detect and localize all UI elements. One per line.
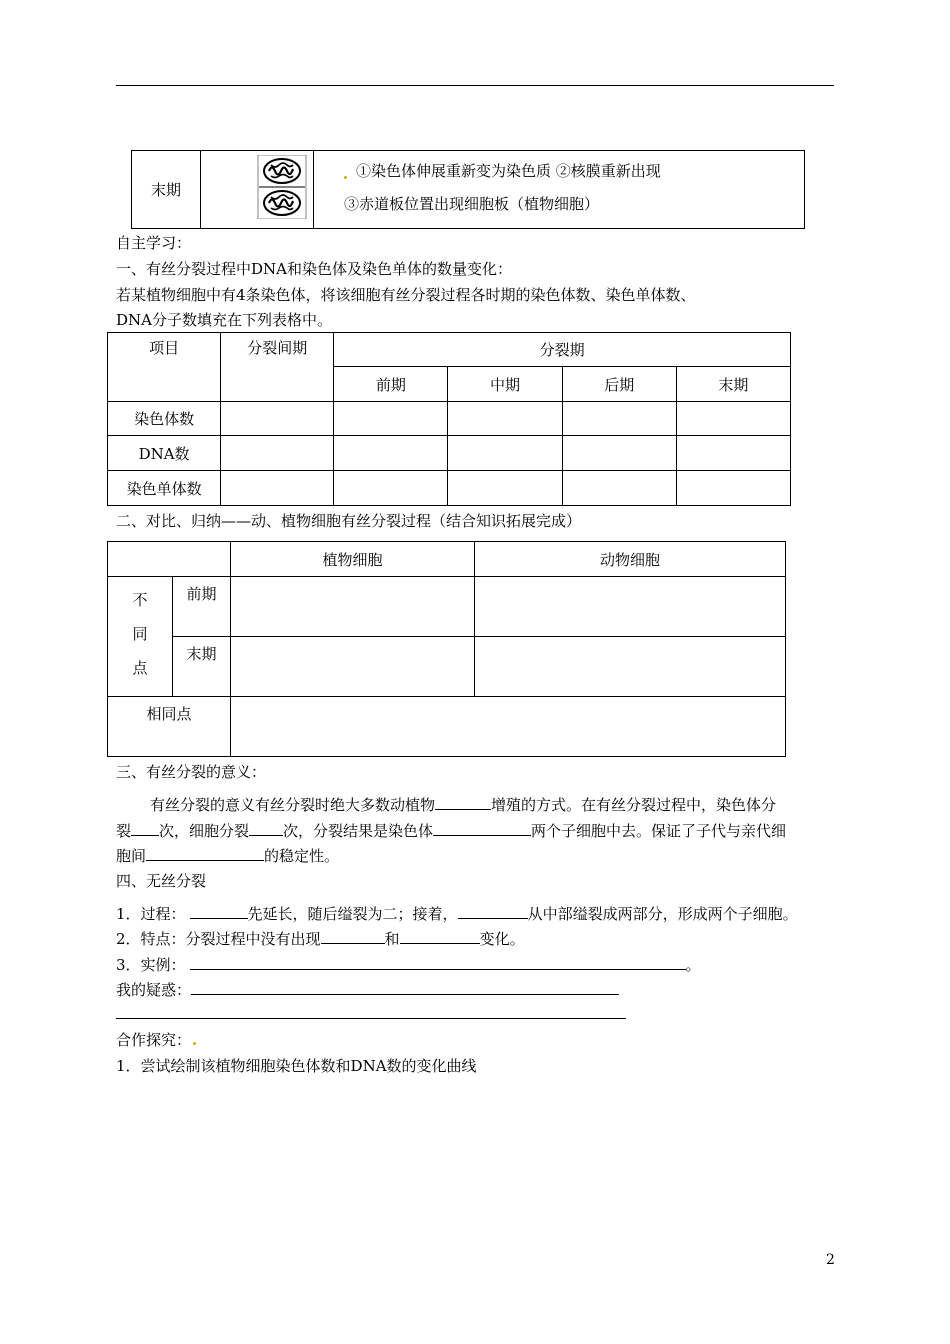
diff-char-3: 点 [132,659,148,677]
blank-line[interactable] [249,821,283,836]
text: 。 [685,956,701,974]
section4-line-1 [116,904,836,924]
blank-cell[interactable] [448,471,562,506]
section3-line-1 [150,795,870,815]
row-label-dna: DNA数 [108,436,221,471]
blank-cell[interactable] [334,436,448,471]
page-number: 2 [826,1252,835,1268]
blank-cell[interactable] [562,471,676,506]
desc-line-2: ③赤道板位置出现细胞板（植物细胞） [344,195,600,213]
label-telophase: 末期 [173,637,231,697]
section3-title: 三、有丝分裂的意义： [116,763,267,781]
section1-title: 一、有丝分裂过程中DNA和染色体及染色单体的数量变化： [116,260,512,278]
blank-cell[interactable] [221,471,334,506]
text: 2．特点：分裂过程中没有出现 [116,930,321,948]
telophase-cell-figure [257,155,307,219]
section4-title: 四、无丝分裂 [116,872,207,890]
text: 先延长，随后缢裂为二；接着， [247,905,458,923]
header-rule [116,85,834,86]
text: 次，分裂结果是染色体 [283,822,434,840]
cell-figure-cell [201,151,314,229]
header-item: 项目 [108,333,221,402]
coop-title [116,1030,836,1050]
self-study-label: 自主学习： [116,234,192,252]
count-table [107,332,791,506]
section3-line-2 [116,821,836,841]
desc-line-1: ①染色体伸展重新变为染色质 ②核膜重新出现 [356,162,661,180]
blank-cell[interactable] [475,637,786,697]
blank-cell[interactable] [676,402,790,436]
diff-char-1: 不 [132,591,148,609]
blank-line[interactable] [433,821,531,836]
blank-line[interactable] [435,795,491,810]
blank-cell[interactable] [448,402,562,436]
row-label-chromatid: 染色单体数 [108,471,221,506]
mark-dot [193,1042,196,1045]
stage-cell: 末期 [132,151,201,229]
header-division: 分裂期 [334,333,791,367]
blank-cell[interactable] [475,577,786,637]
label-prophase: 前期 [173,577,231,637]
blank-line[interactable] [146,846,264,861]
section4-line-3 [116,955,836,975]
blank-cell[interactable] [562,402,676,436]
text: 裂 [116,822,132,840]
coop-item-1: 1．尝试绘制该植物细胞染色体数和DNA数的变化曲线 [116,1057,477,1075]
row-label-chromosome: 染色体数 [108,402,221,436]
text: 从中部缢裂成两部分，形成两个子细胞。 [527,905,798,923]
header-anaphase: 后期 [562,367,676,402]
blank-cell[interactable] [676,471,790,506]
header-plant: 植物细胞 [231,542,475,577]
blank-cell[interactable] [221,436,334,471]
blank-cell[interactable] [448,436,562,471]
text: 和 [384,930,400,948]
blank-line[interactable] [190,955,686,970]
header-metaphase: 中期 [448,367,562,402]
blank-cell[interactable] [334,471,448,506]
label-same: 相同点 [108,697,231,757]
header-prophase: 前期 [334,367,448,402]
blank-cell[interactable] [334,402,448,436]
section1-desc-1: 若某植物细胞中有4条染色体，将该细胞有丝分裂过程各时期的染色体数、染色单体数、 [116,286,696,304]
blank-cell[interactable] [231,697,786,757]
text: 胞间 [116,847,147,865]
blank-line[interactable] [321,929,385,944]
header-animal: 动物细胞 [475,542,786,577]
header-interphase: 分裂间期 [221,333,334,402]
blank-line[interactable] [190,904,248,919]
section1-desc-2: DNA分子数填充在下列表格中。 [116,311,332,329]
header-telophase: 末期 [676,367,790,402]
text: 3．实例： [116,956,186,974]
end-stage-table [131,150,805,229]
text: 合作探究： [116,1031,192,1049]
blank-cell[interactable] [562,436,676,471]
blank-cell[interactable] [221,402,334,436]
diff-char-2: 同 [132,625,148,643]
section4-line-2 [116,929,836,949]
text: 增殖的方式。在有丝分裂过程中，染色体分 [491,796,777,814]
doubt-line [116,980,836,1000]
blank-corner [108,542,231,577]
blank-line[interactable] [458,904,528,919]
mark-dot [344,176,347,179]
text: 变化。 [479,930,525,948]
blank-cell[interactable] [231,637,475,697]
diff-label [108,577,173,697]
text: 有丝分裂的意义有丝分裂时绝大多数动植物 [150,796,436,814]
text: 的稳定性。 [264,847,340,865]
blank-cell[interactable] [231,577,475,637]
blank-line[interactable] [400,929,480,944]
text: 次，细胞分裂 [159,822,250,840]
section2-title: 二、对比、归纳——动、植物细胞有丝分裂过程（结合知识拓展完成） [116,512,582,530]
doubt-extra-line[interactable] [116,1018,626,1019]
text: 两个子细胞中去。保证了子代与亲代细 [531,822,787,840]
blank-line[interactable] [191,980,619,995]
text: 1．过程： [116,905,186,923]
comparison-table [107,541,786,757]
section3-line-3 [116,846,836,866]
text: 我的疑惑： [116,981,192,999]
blank-line[interactable] [131,821,159,836]
blank-cell[interactable] [676,436,790,471]
description-cell [314,151,805,229]
